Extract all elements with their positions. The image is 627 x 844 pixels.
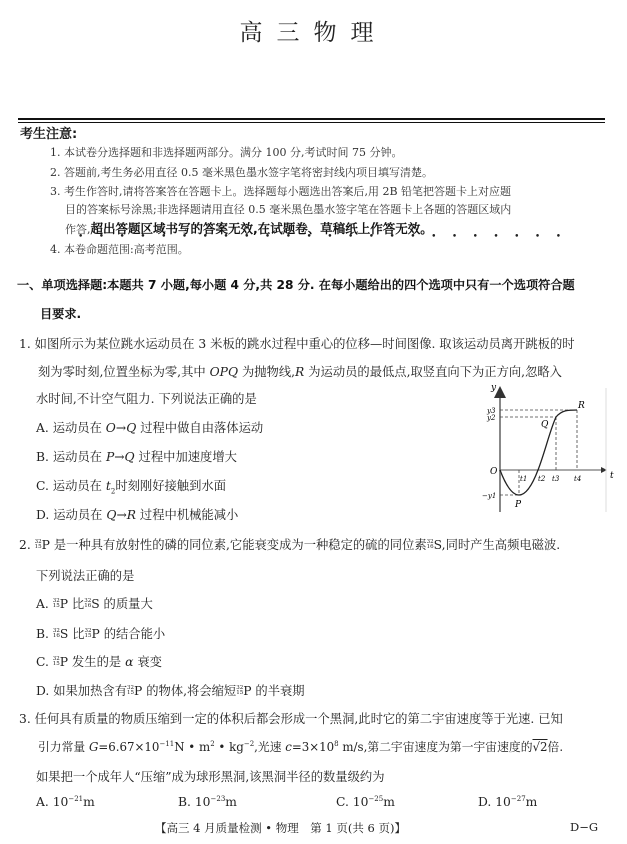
notice-item-2: 2. 答题前,考生务必用直径 0.5 毫米黑色墨水签字笔将密封线内项目填写清楚。	[50, 166, 433, 179]
footer-code: D−G	[570, 820, 599, 834]
opt-text: 过程中加速度增大	[134, 450, 237, 464]
q3-stem-line2: 引力常量 $G=6.67\times 10^{-11}N$ • $m^2$ • $kg^{-2}$,光速 $c=3\times 10^8$ m/s,第二宇宙速度为第一宇宙速度的√2倍.	[38, 740, 564, 754]
q1-opq: OPQ	[209, 365, 239, 379]
isotope-s: 32 16	[426, 539, 434, 550]
opt-point: P	[105, 450, 115, 464]
arrow-icon: →	[116, 508, 127, 522]
q1-stem-line3: 水时间,不计空气阻力. 下列说法正确的是	[36, 392, 257, 406]
header-rule-thin	[18, 122, 605, 123]
t-axis-label: t	[610, 471, 614, 481]
point-r-label: R	[578, 401, 585, 411]
opt-text: 过程中机械能减小	[136, 508, 239, 522]
t1-label: t1	[520, 475, 528, 483]
q2-option-b[interactable]: B. 32 16 S 比 32 15 P 的结合能小	[36, 627, 166, 641]
y-axis-label: y	[491, 383, 497, 393]
point-p-label: P	[515, 500, 522, 510]
notice-item-3: 3. 考生作答时,请将答案答在答题卡上。选择题每小题选出答案后,用 2B 铅笔把答题卡上对应题	[50, 185, 512, 198]
opt-sub: 2	[110, 487, 116, 496]
q1-stem-line1: 1. 如图所示为某位跳水运动员在 3 米板的跳水过程中重心的位移—时间图像. 取该运动员离开跳板的时	[19, 337, 575, 351]
q3-option-c[interactable]: C. $10^{-25}m$	[336, 795, 395, 810]
t2-label: t2	[538, 475, 546, 483]
q2-option-c[interactable]: C. 32 15 P 发生的是 α 衰变	[36, 655, 162, 669]
opt-text: C. 运动员在	[36, 479, 106, 493]
notice-item-4: 4. 本卷命题范围:高考范围。	[50, 243, 189, 256]
neg-y1-label: −y1	[482, 492, 497, 500]
q2-stem-line1: 2. 32 15 P 是一种具有放射性的磷的同位素,它能衰变成为一种稳定的硫的同位素 32 16 S,同时产生高频电磁波.	[19, 538, 561, 552]
arrow-icon: →	[114, 450, 125, 464]
q1-text: 为抛物线,	[238, 365, 296, 379]
q2-number: 2.	[19, 538, 35, 552]
q2-option-d[interactable]: D. 如果加热含有 32 15 P 的物体,将会缩短 32 15 P 的半衰期	[36, 684, 305, 698]
opt-text: 过程中做自由落体运动	[136, 421, 264, 435]
opt-text: B. 运动员在	[36, 450, 106, 464]
point-q-label: Q	[541, 420, 549, 430]
page-title: 高三物理	[239, 20, 388, 46]
t3-label: t3	[552, 475, 560, 483]
y2-label: y2	[487, 414, 496, 422]
q1-displacement-time-graph	[470, 380, 627, 520]
q1-option-b[interactable]	[36, 447, 237, 465]
arrow-icon: →	[115, 421, 127, 435]
opt-text: D. 运动员在	[36, 508, 107, 522]
opt-point: Q	[126, 421, 137, 435]
opt-point: Q	[106, 508, 117, 522]
q1-r: R	[295, 365, 305, 379]
q2-option-a[interactable]: A. 32 15 P 比 32 16 S 的质量大	[36, 597, 153, 611]
q3-option-b[interactable]: B. $10^{-23}m$	[178, 795, 237, 810]
section-heading: 一、单项选择题:本题共 7 小题,每小题 4 分,共 28 分. 在每小题给出的四个选项中只有一个选项符合题	[17, 278, 575, 292]
section-heading-cont: 目要求.	[40, 307, 82, 321]
opt-point: R	[126, 508, 137, 522]
q1-text: 刻为零时刻,位置坐标为零,其中	[38, 365, 210, 379]
opt-t: t	[105, 479, 111, 493]
opt-text: 时刻刚好接触到水面	[115, 479, 226, 493]
q3-stem-line1: 3. 任何具有质量的物质压缩到一定的体积后都会形成一个黑洞,此时它的第二宇宙速度等于光速. 已知	[19, 712, 563, 726]
q1-option-c[interactable]	[36, 476, 226, 495]
q3-option-d[interactable]: D. $10^{-27}m$	[478, 795, 538, 810]
q2-stem-line2: 下列说法正确的是	[36, 569, 135, 583]
notice-item-1: 1. 本试卷分选择题和非选择题两部分。满分 100 分,考试时间 75 分钟。	[50, 146, 403, 159]
y3-label: y3	[487, 407, 496, 415]
notice-item-3-prefix: 作答,	[65, 223, 91, 236]
q1-option-a[interactable]	[36, 418, 263, 436]
t4-label: t4	[574, 475, 582, 483]
opt-text: A. 运动员在	[36, 421, 106, 435]
q1-text: 为运动员的最低点,取竖直向下为正方向,忽略入	[304, 365, 562, 379]
notice-emphasis: 超出答题区域书写的答案无效,在试题卷、草稿纸上作答无效。	[90, 221, 433, 236]
opt-point: Q	[124, 450, 135, 464]
footer-page-info: 【高三 4 月质量检测 • 物理 第 1 页(共 6 页)】	[155, 821, 406, 835]
isotope-p: 32 15	[34, 539, 42, 550]
q3-stem-line3: 如果把一个成年人“压缩”成为球形黑洞,该黑洞半径的数量级约为	[36, 770, 385, 784]
notice-heading: 考生注意:	[20, 127, 78, 142]
q3-option-a[interactable]: A. $10^{-21}m$	[36, 795, 95, 810]
q1-stem-line2	[38, 362, 562, 380]
origin-label: O	[490, 467, 498, 477]
emphasis-dots: • • • • • • • • • • • • • • • • • • • • • • • •	[78, 232, 568, 242]
q1-option-d[interactable]	[36, 505, 238, 523]
header-rule-thick	[18, 118, 605, 120]
opt-point: O	[105, 421, 116, 435]
notice-item-3-cont: 目的答案标号涂黑;非选择题请用直径 0.5 毫米黑色墨水签字笔在答题卡上各题的答题区域内	[65, 203, 512, 216]
